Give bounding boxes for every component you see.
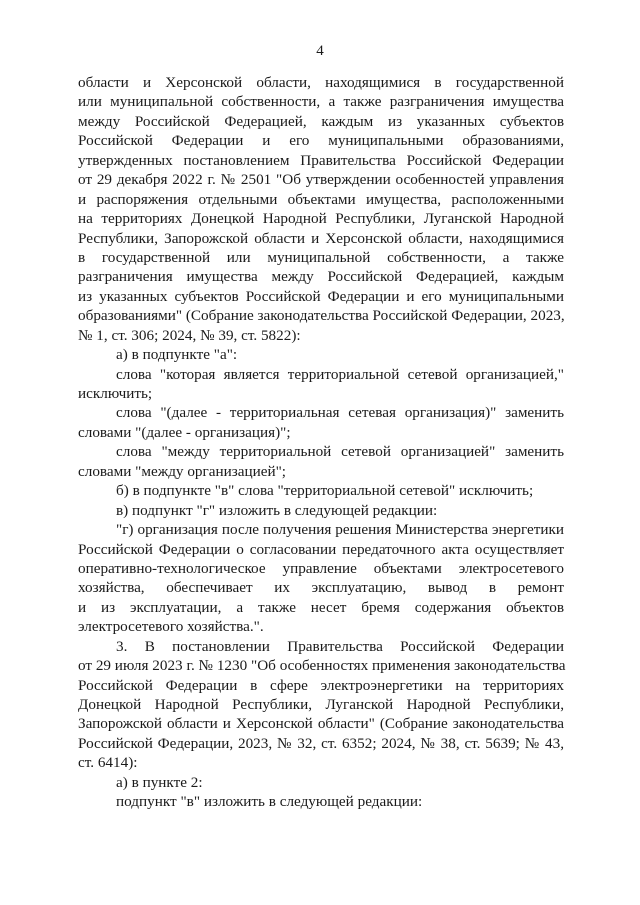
- text-line: словами "между организацией";: [78, 462, 287, 480]
- page-number: 4: [316, 43, 324, 59]
- text-line: Российской Федерации о согласовании передаточного акта осуществляет: [78, 540, 564, 558]
- text-line: электросетевого хозяйства.".: [78, 618, 264, 636]
- document-body: [78, 73, 564, 812]
- text-line: от 29 декабря 2022 г. № 2501 "Об утверждении особенностей управления: [78, 171, 564, 189]
- text-line: "г) организация после получения решения Министерства энергетики: [116, 521, 564, 539]
- text-line: от 29 июля 2023 г. № 1230 "Об особенностях применения законодательства: [78, 657, 566, 675]
- text-line: а) в подпункте "а":: [116, 346, 238, 364]
- text-line: и из эксплуатации, а также несет бремя содержания объектов: [78, 598, 564, 616]
- text-line: области и Херсонской области, находящимися в государственной: [78, 74, 564, 91]
- text-line: исключить;: [78, 385, 153, 402]
- text-line: в государственной или муниципальной собственности, а также: [78, 248, 564, 266]
- text-line: Российской Федерации в сфере электроэнергетики на территориях: [78, 676, 564, 694]
- text-line: в) подпункт "г" изложить в следующей редакции:: [116, 501, 438, 519]
- text-line: Запорожской области и Херсонской области" (Собрание законодательства: [78, 715, 564, 733]
- text-line: Российской Федерации, 2023, № 32, ст. 6352; 2024, № 38, ст. 5639; № 43,: [78, 734, 564, 752]
- text-line: разграничения имущества между Российской Федерацией, каждым: [78, 268, 564, 286]
- text-line: подпункт "в" изложить в следующей редакции:: [116, 793, 423, 811]
- text-line: 3. В постановлении Правительства Российской Федерации: [116, 637, 564, 655]
- text-line: Республики, Запорожской области и Херсонской области, находящимися: [78, 229, 564, 247]
- text-line: слова "(далее - территориальная сетевая организация)" заменить: [116, 404, 564, 422]
- text-line: слова "между территориальной сетевой организацией" заменить: [116, 443, 564, 461]
- text-line: № 1, ст. 306; 2024, № 39, ст. 5822):: [78, 326, 301, 344]
- text-line: Донецкой Народной Республики, Луганской Народной Республики,: [78, 696, 564, 713]
- text-line: и распоряжения отдельными объектами имущества, расположенными: [78, 190, 564, 208]
- text-line: оперативно-технологическое управление объектами электросетевого: [78, 559, 564, 577]
- text-line: словами "(далее - организация)";: [78, 423, 291, 441]
- text-line: утвержденных постановлением Правительства Российской Федерации: [78, 151, 564, 169]
- text-line: образованиями" (Собрание законодательства Российской Федерации, 2023,: [78, 307, 565, 325]
- text-line: слова "которая является территориальной сетевой организацией,": [116, 365, 564, 383]
- text-line: ст. 6414):: [78, 754, 138, 772]
- text-line: на территориях Донецкой Народной Республики, Луганской Народной: [78, 210, 564, 228]
- text-line: б) в подпункте "в" слова "территориальной сетевой" исключить;: [116, 482, 534, 500]
- text-line: хозяйства, обеспечивает их эксплуатацию, вывод в ремонт: [78, 579, 564, 597]
- text-line: между Российской Федерацией, каждым из указанных субъектов: [78, 112, 564, 130]
- text-line: из указанных субъектов Российской Федерации и его муниципальными: [78, 287, 564, 305]
- text-line: или муниципальной собственности, а также разграничения имущества: [78, 93, 564, 111]
- text-line: а) в пункте 2:: [116, 773, 203, 791]
- text-line: Российской Федерации и его муниципальными образованиями,: [78, 132, 564, 150]
